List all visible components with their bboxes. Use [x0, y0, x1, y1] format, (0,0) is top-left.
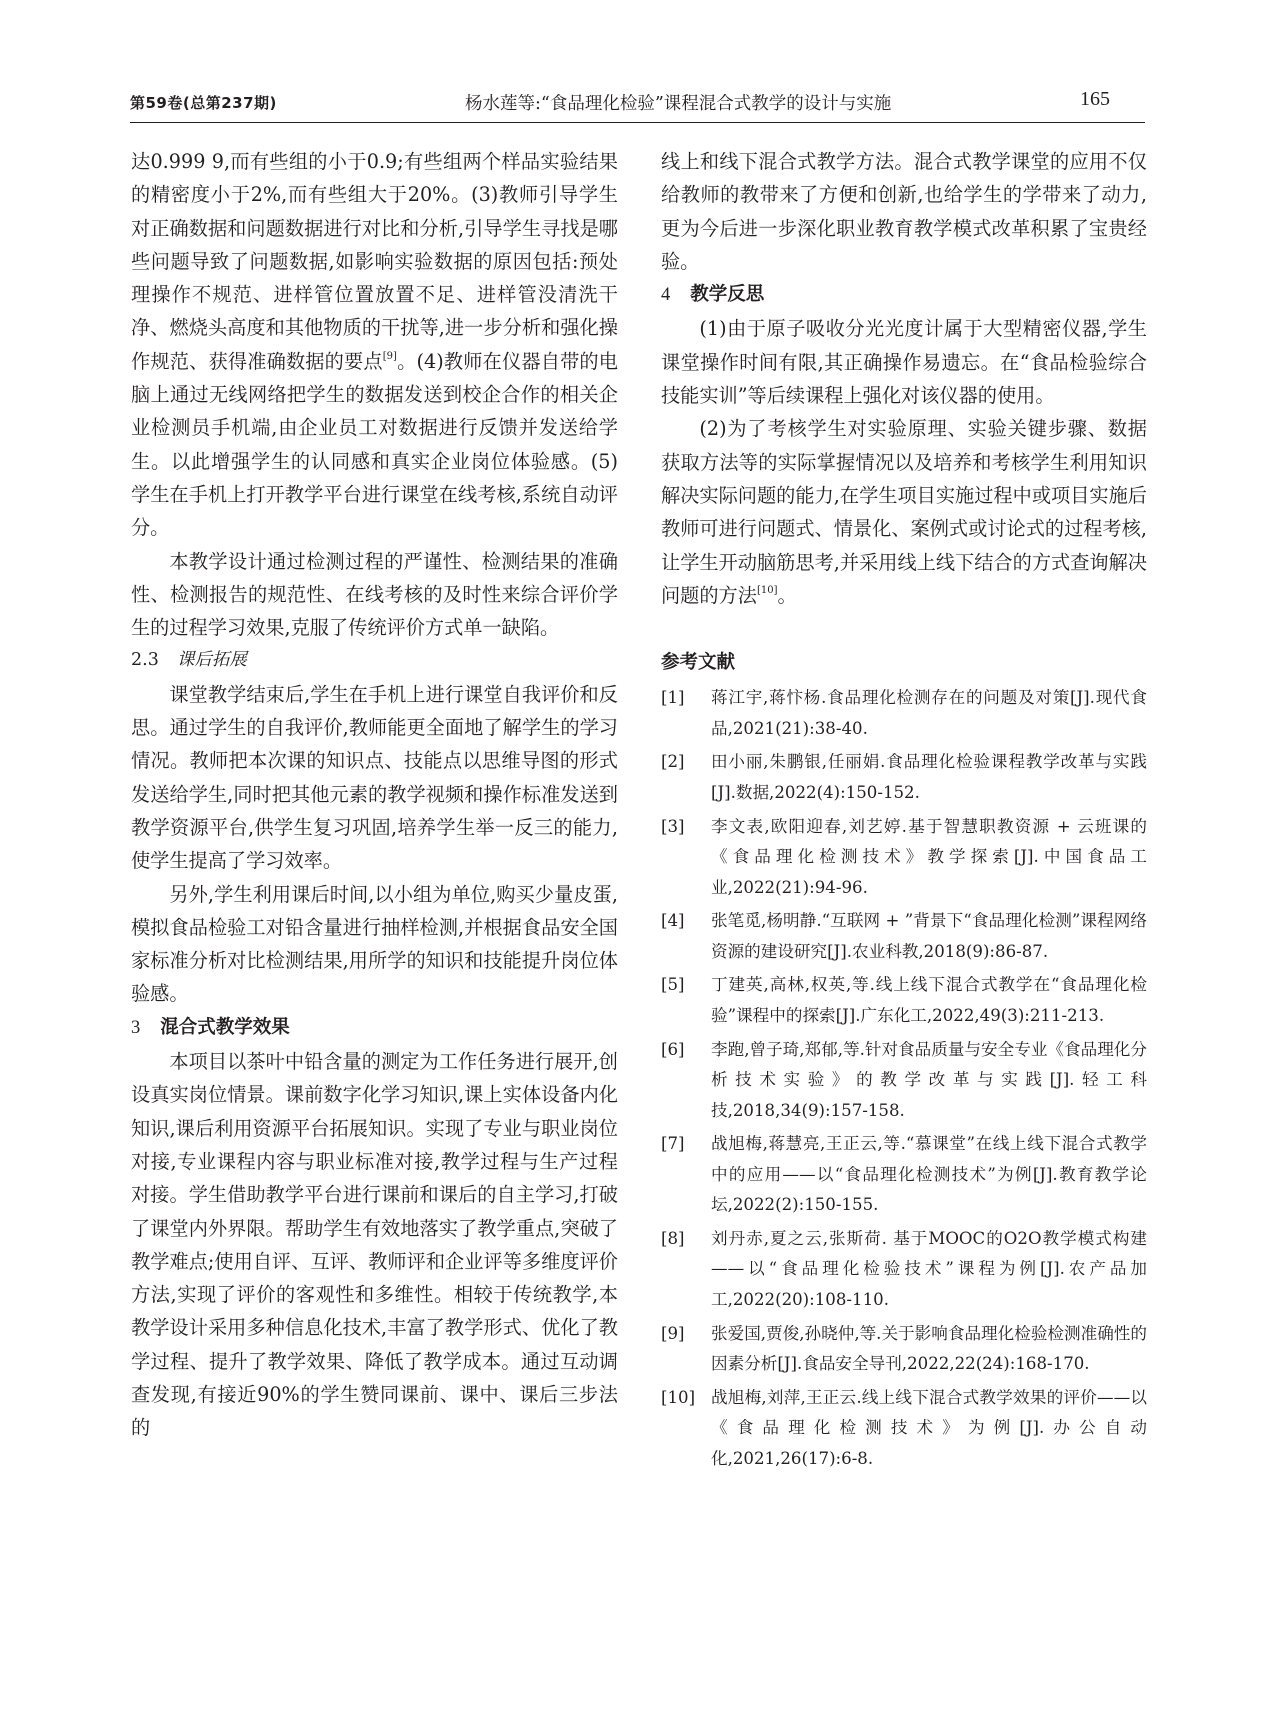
reference-number: [9] [661, 1323, 685, 1343]
subsection-heading [131, 644, 618, 677]
paragraph: 本教学设计通过检测过程的严谨性、检测结果的准确性、检测报告的规范性、在线考核的及时性来综合评价学生的过程学习效果,克服了传统评价方式单一缺陷。 [131, 549, 618, 640]
reference-text: 李文表,欧阳迎春,刘艺婷.基于智慧职教资源 + 云班课的《食品理化检测技术》教学探索[J].中国食品工业,2022(21):94-96. [711, 816, 1147, 897]
paragraph [131, 145, 618, 545]
paragraph-text: 达0.999 9,而有些组的小于0.9;有些组两个样品实验结果的精密度小于2%,而有些组大于20%。(3)教师引导学生对正确数据和问题数据进行对比和分析,引导学生寻找是哪些问题导致了问题数据,如影响实验数据的原因包括:预处理操作不规范、进样管位置放置不足、进样管没清洗干净、燃烧头高度和其他物质的干扰等,进一步分析和强化操作规范、获得准确数据的要点 [131, 150, 618, 373]
paragraph: 线上和线下混合式教学方法。混合式教学课堂的应用不仅给教师的教带来了方便和创新,也给学生的学带来了动力,更为今后进一步深化职业教育教学模式改革积累了宝贵经验。 [661, 150, 1147, 273]
reference-text: 李跑,曾子琦,郑郁,等.针对食品质量与安全专业《食品理化分析技术实验》的教学改革与实践[J].轻工科技,2018,34(9):157-158. [711, 1039, 1147, 1120]
section-title: 教学反思 [690, 284, 765, 306]
reference-number: [6] [661, 1039, 685, 1059]
reference-item [661, 1035, 1147, 1127]
running-header [130, 88, 1145, 120]
section-heading [131, 1011, 618, 1045]
reference-item [661, 812, 1147, 904]
reference-item [661, 970, 1147, 1031]
reference-text: 丁建英,高林,权英,等.线上线下混合式教学在“食品理化检验”课程中的探索[J].广东化工,2022,49(3):211-213. [711, 975, 1147, 1025]
paragraph: (1)由于原子吸收分光光度计属于大型精密仪器,学生课堂操作时间有限,其正确操作易遗忘。在“食品检验综合技能实训”等后续课程上强化对该仪器的使用。 [661, 317, 1147, 408]
reference-number: [3] [661, 816, 685, 836]
citation: [10] [756, 584, 778, 596]
references-heading: 参考文献 [661, 652, 736, 674]
paragraph [661, 412, 1147, 612]
journal-volume: 第59卷(总第237期) [130, 94, 277, 112]
reference-text: 战旭梅,蒋慧亮,王正云,等.“慕课堂”在线上线下混合式教学中的应用——以“食品理化检测技术”为例[J].教育教学论坛,2022(2):150-155. [711, 1134, 1147, 1215]
paragraph: 本项目以茶叶中铅含量的测定为工作任务进行展开,创设真实岗位情景。课前数字化学习知识,课上实体设备内化知识,课后利用资源平台拓展知识。实现了专业与职业岗位对接,专业课程内容与职业标准对接,教学过程与生产过程对接。学生借助教学平台进行课前和课后的自主学习,打破了课堂内外界限。帮助学生有效地落实了教学重点,突破了教学难点;使用自评、互评、教师评和企业评等多维度评价方法,实现了评价的客观性和多维性。相较于传统教学,本教学设计采用多种信息化技术,丰富了教学形式、优化了教学过程、提升了教学效果、降低了教学成本。通过互动调查发现,有接近90%的学生赞同课前、课中、课后三步法的 [131, 1050, 618, 1440]
reference-text: 刘丹赤,夏之云,张斯荷. 基于MOOC的O2O教学模式构建——以“食品理化检验技术”课程为例[J].农产品加工,2022(20):108-110. [711, 1228, 1147, 1309]
reference-text: 战旭梅,刘萍,王正云.线上线下混合式教学效果的评价——以《食品理化检测技术》为例[J].办公自动化,2021,26(17):6-8. [711, 1387, 1147, 1468]
reference-number: [7] [661, 1134, 685, 1154]
header-rule [130, 122, 1145, 123]
reference-item [661, 1224, 1147, 1316]
section-title: 混合式教学效果 [160, 1016, 290, 1038]
reference-item [661, 683, 1147, 744]
reference-number: [1] [661, 688, 685, 708]
paragraph-text: (2)为了考核学生对实验原理、实验关键步骤、数据获取方法等的实际掌握情况以及培养和考核学生利用知识解决实际问题的能力,在学生项目实施过程中或项目实施后教师可进行问题式、情景化、案例式或讨论式的过程考核,让学生开动脑筋思考,并采用线上线下结合的方式查询解决问题的方法 [661, 417, 1147, 607]
reference-number: [10] [661, 1387, 696, 1407]
subsection-number: 2.3 [131, 650, 159, 671]
reference-item [661, 747, 1147, 808]
reference-text: 田小丽,朱鹏银,任丽娟.食品理化检验课程教学改革与实践[J].数据,2022(4):150-152. [711, 752, 1147, 802]
section-heading [661, 278, 1147, 312]
paragraph: 课堂教学结束后,学生在手机上进行课堂自我评价和反思。通过学生的自我评价,教师能更全面地了解学生的学习情况。教师把本次课的知识点、技能点以思维导图的形式发送给学生,同时把其他元素的教学视频和操作标准发送到教学资源平台,供学生复习巩固,培养学生举一反三的能力,使学生提高了学习效率。 [131, 682, 618, 873]
section-number: 4 [661, 285, 671, 306]
paragraph-text: 。 [777, 583, 797, 607]
reference-number: [2] [661, 752, 685, 772]
page-number: 165 [1080, 88, 1110, 110]
citation: [9] [382, 350, 397, 362]
reference-number: [5] [661, 975, 685, 995]
references-list [661, 683, 1147, 1474]
reference-item [661, 906, 1147, 967]
subsection-title: 课后拓展 [176, 650, 247, 671]
reference-item [661, 1129, 1147, 1221]
reference-number: [4] [661, 911, 685, 931]
reference-item [661, 1319, 1147, 1380]
right-column [661, 145, 1147, 1478]
reference-text: 蒋江宇,蒋忭杨.食品理化检测存在的问题及对策[J].现代食品,2021(21):38-40. [711, 688, 1147, 738]
reference-item [661, 1383, 1147, 1475]
section-number: 3 [131, 1017, 141, 1038]
left-column [131, 145, 618, 1445]
paragraph-text: 。(4)教师在仪器自带的电脑上通过无线网络把学生的数据发送到校企合作的相关企业检测员手机端,由企业员工对数据进行反馈并发送给学生。以此增强学生的认同感和真实企业岗位体验感。(5)学生在手机上打开教学平台进行课堂在线考核,系统自动评分。 [131, 349, 618, 540]
reference-number: [8] [661, 1228, 685, 1248]
reference-text: 张笔觅,杨明静.“互联网 + ”背景下“食品理化检测”课程网络资源的建设研究[J].农业科教,2018(9):86-87. [711, 911, 1147, 961]
paragraph: 另外,学生利用课后时间,以小组为单位,购买少量皮蛋,模拟食品检验工对铅含量进行抽样检测,并根据食品安全国家标准分析对比检测结果,用所学的知识和技能提升岗位体验感。 [131, 882, 618, 1006]
running-title: 杨水莲等:“食品理化检验”课程混合式教学的设计与实施 [465, 94, 892, 114]
reference-text: 张爱国,贾俊,孙晓仲,等.关于影响食品理化检验检测准确性的因素分析[J].食品安全导刊,2022,22(24):168-170. [711, 1323, 1147, 1374]
